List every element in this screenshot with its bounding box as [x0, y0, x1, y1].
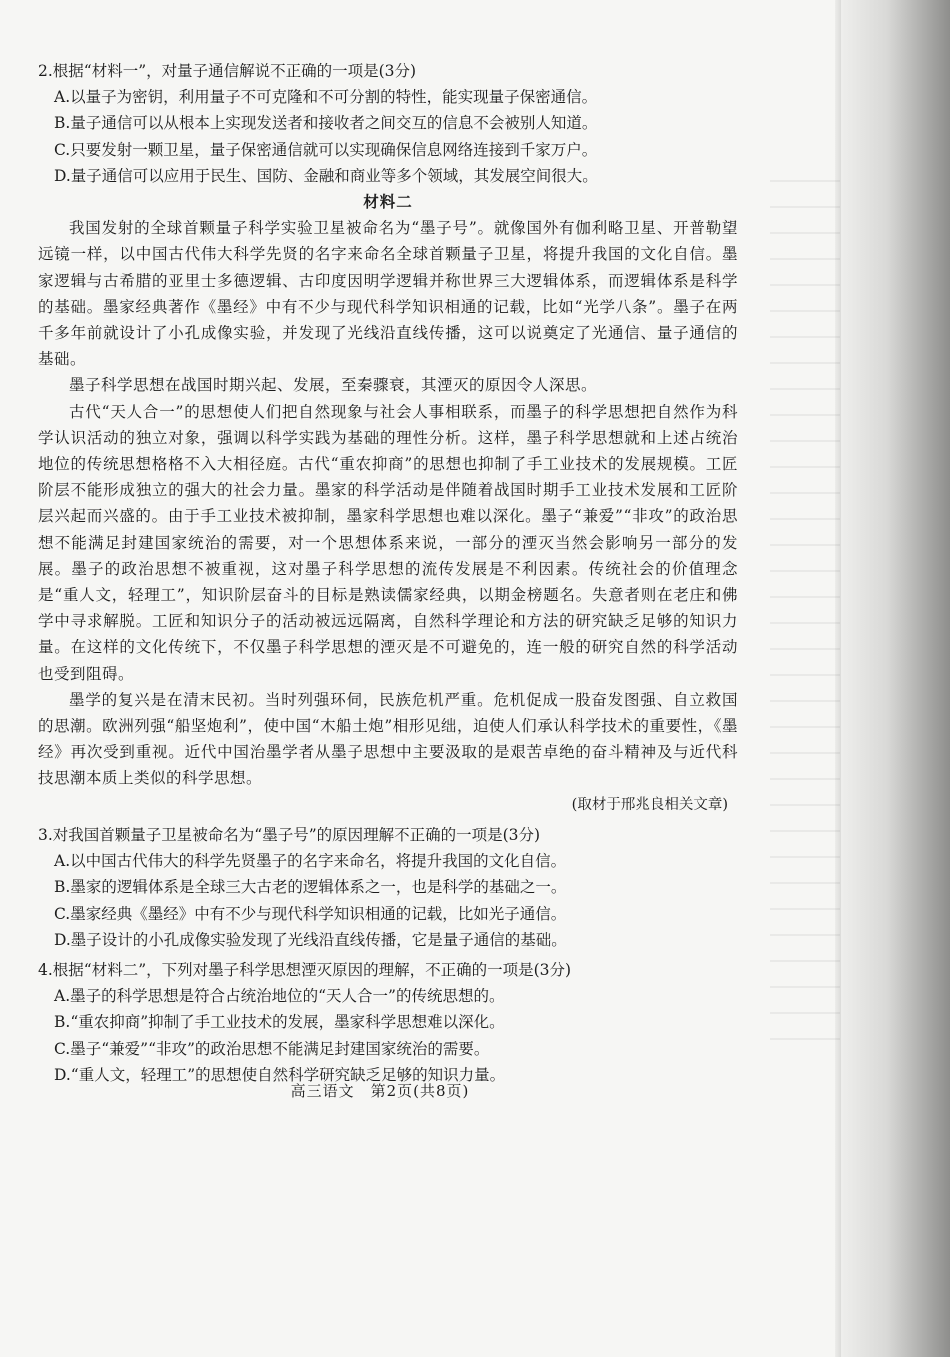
material-2-paragraph-1: 我国发射的全球首颗量子科学实验卫星被命名为“墨子号”。就像国外有伽利略卫星、开普勒望远镜一样，以中国古代伟大科学先贤的名字来命名全球首颗量子卫星，将提升我国的文化自信。墨家逻辑与古希腊的亚里士多德逻辑、古印度因明学逻辑并称世界三大逻辑体系，而逻辑体系是科学的基础。墨家经典著作《墨经》中有不少与现代科学知识相通的记载，比如“光学八条”。墨子在两千多年前就设计了小孔成像实验，并发现了光线沿直线传播，这可以说奠定了光通信、量子通信的基础。	[38, 219, 738, 369]
question-3-option-c: C.墨家经典《墨经》中有不少与现代科学知识相通的记载，比如光子通信。	[54, 904, 567, 923]
material-2-source: (取材于邢兆良相关文章)	[571, 796, 728, 813]
question-3-option-a: A.以中国古代伟大的科学先贤墨子的名字来命名，将提升我国的文化自信。	[54, 852, 567, 871]
question-3-option-d: D.墨子设计的小孔成像实验发现了光线沿直线传播，它是量子通信的基础。	[54, 930, 567, 949]
question-4-option-b: B.“重农抑商”抑制了手工业技术的发展，墨家科学思想难以深化。	[54, 1013, 505, 1032]
question-2-option-a: A.以量子为密钥，利用量子不可克隆和不可分割的特性，能实现量子保密通信。	[54, 88, 598, 107]
material-2-paragraph-3: 古代“天人合一”的思想使人们把自然现象与社会人事相联系，而墨子的科学思想把自然作为科学认识活动的独立对象，强调以科学实践为基础的理性分析。这样，墨子科学思想就和上述占统治地位的传统思想格格不入大相径庭。古代“重农抑商”的思想也抑制了手工业技术的发展规模。工匠阶层不能形成独立的强大的社会力量。墨家的科学活动是伴随着战国时期手工业技术发展和工匠阶层兴起而兴盛的。由于手工业技术被抑制，墨家科学思想也难以深化。墨子“兼爱”“非攻”的政治思想不能满足封建国家统治的需要，对一个思想体系来说，一部分的湮灭当然会影响另一部分的发展。墨子的政治思想不被重视，这对墨子科学思想的流传发展是不利因素。传统社会的价值理念是“重人文，轻理工”，知识阶层奋斗的目标是熟读儒家经典，以期金榜题名。失意者则在老庄和佛学中寻求解脱。工匠和知识分子的活动被远远隔离，自然科学理论和方法的研究缺乏足够的知识力量。在这样的文化传统下，不仅墨子科学思想的湮灭是不可避免的，连一般的研究自然的科学活动也受到阻碍。	[38, 402, 738, 683]
page-content	[38, 54, 738, 1088]
question-4-option-a: A.墨子的科学思想是符合占统治地位的“天人合一”的传统思想的。	[54, 987, 505, 1006]
question-2-option-b: B.量子通信可以从根本上实现发送者和接收者之间交互的信息不会被别人知道。	[54, 114, 598, 133]
scan-bleed-through	[770, 180, 840, 1040]
question-3	[38, 822, 738, 953]
page-footer: 高三语文 第2页(共8页)	[290, 1082, 470, 1100]
question-2-option-c: C.只要发射一颗卫星，量子保密通信就可以实现确保信息网络连接到千家万户。	[54, 140, 598, 159]
question-2-stem: 2.根据“材料一”，对量子通信解说不正确的一项是(3分)	[38, 62, 417, 80]
question-4-stem: 4.根据“材料二”，下列对墨子科学思想湮灭原因的理解，不正确的一项是(3分)	[38, 960, 572, 979]
question-4-option-d: D.“重人文，轻理工”的思想使自然科学研究缺乏足够的知识力量。	[54, 1065, 506, 1084]
question-4	[38, 957, 738, 1088]
material-2-paragraph-4: 墨学的复兴是在清末民初。当时列强环伺，民族危机严重。危机促成一股奋发图强、自立救国的思潮。欧洲列强“船坚炮利”，使中国“木船土炮”相形见绌，迫使人们承认科学技术的重要性，《墨经》再次受到重视。近代中国治墨学者从墨子思想中主要汲取的是艰苦卓绝的奋斗精神及与近代科技思潮本质上类似的科学思想。	[38, 690, 738, 788]
question-3-option-b: B.墨家的逻辑体系是全球三大古老的逻辑体系之一，也是科学的基础之一。	[54, 878, 567, 897]
question-4-option-c: C.墨子“兼爱”“非攻”的政治思想不能满足封建国家统治的需要。	[54, 1039, 490, 1058]
material-2-title: 材料二	[363, 192, 413, 212]
scan-page-edge-shadow	[835, 0, 950, 1357]
question-2-option-d: D.量子通信可以应用于民生、国防、金融和商业等多个领域，其发展空间很大。	[54, 166, 598, 185]
question-2	[38, 58, 738, 189]
material-2	[38, 189, 738, 818]
material-2-paragraph-2: 墨子科学思想在战国时期兴起、发展，至秦骤衰，其湮灭的原因令人深思。	[69, 376, 598, 395]
question-3-stem: 3.对我国首颗量子卫星被命名为“墨子号”的原因理解不正确的一项是(3分)	[38, 825, 541, 844]
